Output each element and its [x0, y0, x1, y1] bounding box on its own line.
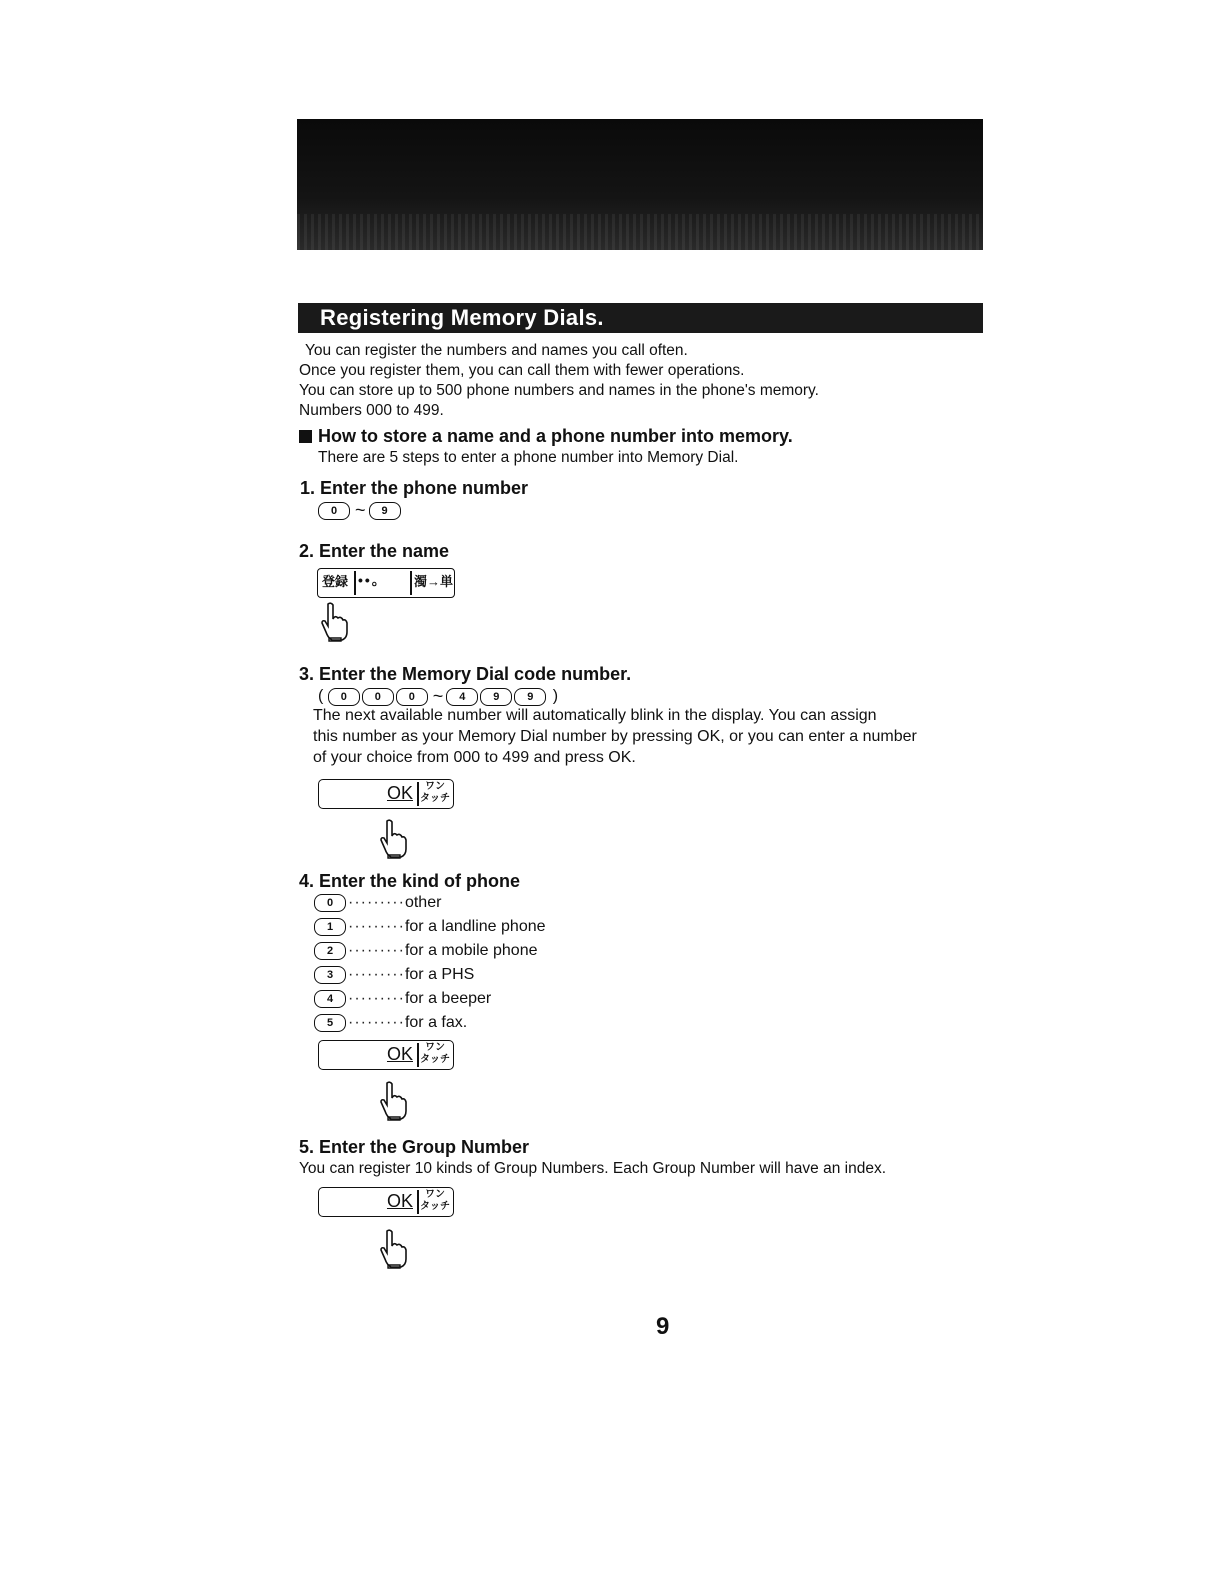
step-5-title: 5. Enter the Group Number	[299, 1137, 530, 1157]
one-touch-label: ワン タッチ	[420, 781, 450, 804]
register-key-dots: ••。	[358, 572, 388, 588]
ok-button	[318, 1040, 454, 1070]
section-title-bar	[298, 303, 983, 333]
step-3-desc-1: The next available number will automatically blink in the display. You can assign	[313, 707, 877, 724]
intro-line-1: You can register the numbers and names you call often.	[305, 342, 688, 359]
key-0-icon: 0	[328, 688, 360, 706]
ok-button	[318, 1187, 454, 1217]
step-1-keys: 0 ~ 9	[318, 500, 403, 521]
key-9-icon: 9	[480, 688, 512, 706]
key-1-icon: 1	[314, 918, 346, 936]
kind-row-beeper: 4 ·········for a beeper	[314, 990, 491, 1008]
register-key-right-label: 濁→単	[414, 574, 454, 589]
key-9-icon: 9	[514, 688, 546, 706]
register-key	[317, 568, 455, 598]
pointing-hand-icon	[377, 1229, 407, 1269]
ok-button-label: OK	[386, 1191, 413, 1211]
key-9-icon: 9	[369, 502, 401, 520]
kind-row-landline: 1 ·········for a landline phone	[314, 918, 546, 936]
key-3-icon: 3	[314, 966, 346, 984]
section-title: Registering Memory Dials.	[320, 305, 604, 330]
key-4-icon: 4	[314, 990, 346, 1008]
ok-button	[318, 779, 454, 809]
step-2-title: 2. Enter the name	[299, 541, 450, 561]
register-key-label: 登録	[322, 574, 349, 589]
ok-button-label: OK	[386, 783, 413, 803]
one-touch-label: ワン タッチ	[420, 1189, 450, 1212]
ok-button-label: OK	[386, 1044, 413, 1064]
key-0-icon: 0	[362, 688, 394, 706]
step-4-title: 4. Enter the kind of phone	[299, 871, 521, 891]
key-2-icon: 2	[314, 942, 346, 960]
step-3-keys: ( 0 0 0 ~ 4 9 9 )	[318, 686, 559, 706]
kind-row-phs: 3 ·········for a PHS	[314, 966, 474, 984]
step-3-desc-3: of your choice from 000 to 499 and press OK.	[313, 749, 636, 766]
pointing-hand-icon	[318, 602, 348, 642]
step-3-title: 3. Enter the Memory Dial code number.	[299, 664, 632, 684]
kind-row-fax: 5 ·········for a fax.	[314, 1014, 467, 1032]
header-banner	[297, 119, 983, 250]
kind-row-other: 0 ·········other	[314, 894, 441, 912]
how-to-heading: How to store a name and a phone number into memory.	[299, 426, 793, 447]
intro-line-4: Numbers 000 to 499.	[299, 402, 444, 419]
step-3-desc-2: this number as your Memory Dial number by pressing OK, or you can enter a number	[313, 728, 917, 745]
pointing-hand-icon	[377, 819, 407, 859]
intro-line-3: You can store up to 500 phone numbers and names in the phone's memory.	[299, 382, 819, 399]
square-bullet-icon	[299, 430, 312, 443]
step-5-desc: You can register 10 kinds of Group Numbers. Each Group Number will have an index.	[299, 1160, 887, 1177]
key-0-icon: 0	[396, 688, 428, 706]
key-5-icon: 5	[314, 1014, 346, 1032]
one-touch-label: ワン タッチ	[420, 1042, 450, 1065]
key-4-icon: 4	[446, 688, 478, 706]
key-0-icon: 0	[314, 894, 346, 912]
pointing-hand-icon	[377, 1081, 407, 1121]
page-number: 9	[656, 1313, 670, 1340]
step-1-title: 1. Enter the phone number	[300, 478, 529, 498]
how-to-subtext: There are 5 steps to enter a phone number into Memory Dial.	[318, 449, 739, 466]
key-0-icon: 0	[318, 502, 350, 520]
intro-line-2: Once you register them, you can call them with fewer operations.	[299, 362, 745, 379]
kind-row-mobile: 2 ·········for a mobile phone	[314, 942, 537, 960]
